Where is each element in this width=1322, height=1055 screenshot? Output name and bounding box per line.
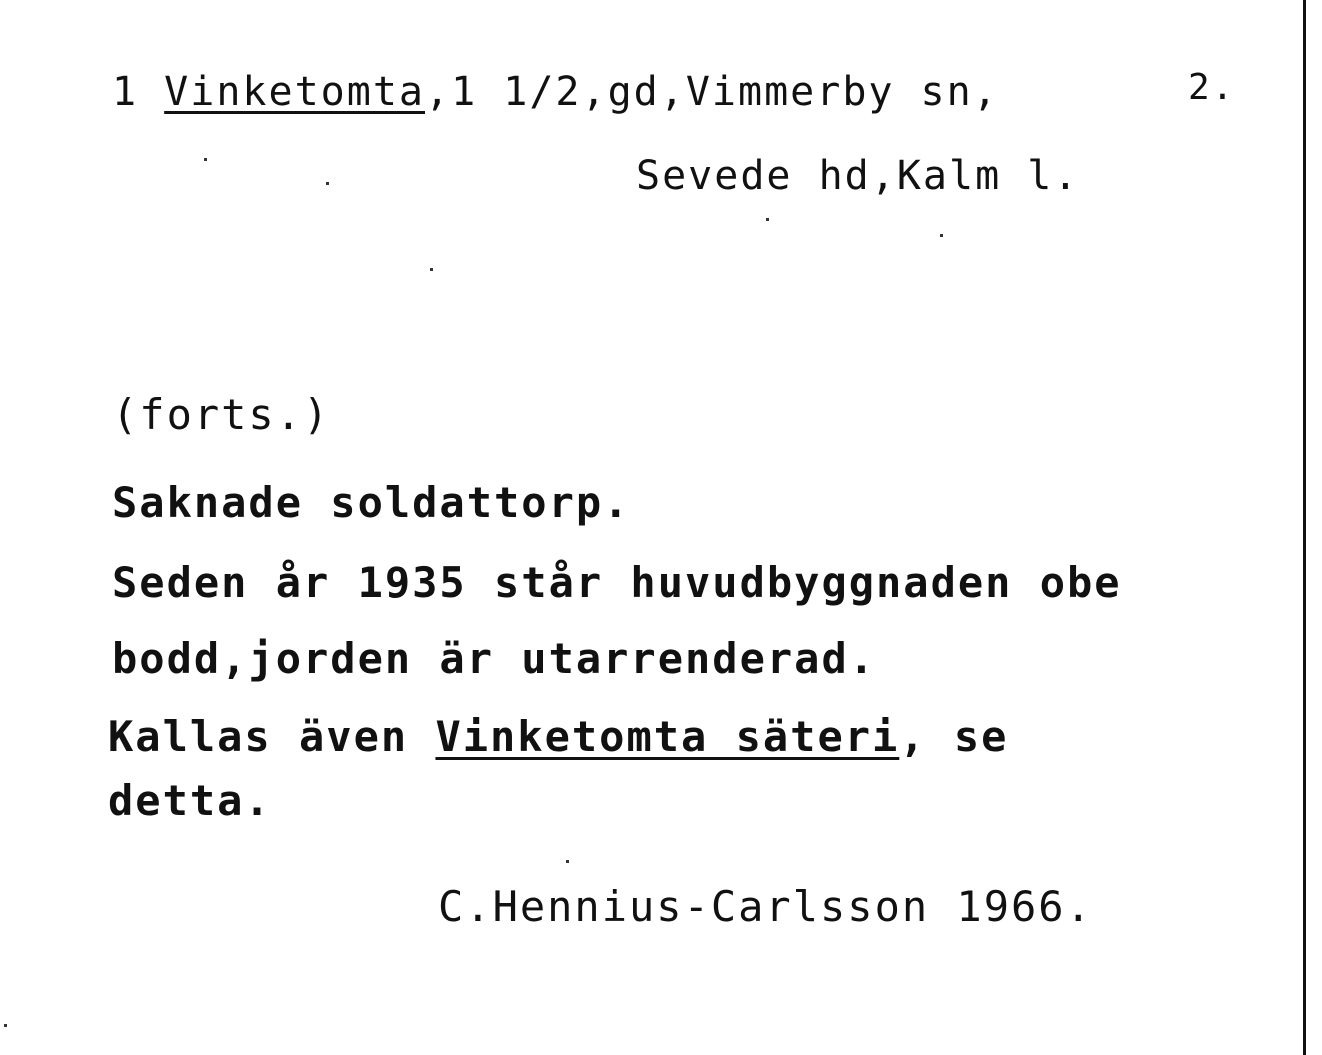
scan-speck xyxy=(204,158,207,161)
body-line-1: Saknade soldattorp. xyxy=(112,478,631,527)
scan-speck xyxy=(766,218,769,221)
header-details: ,1 1/2,gd,Vimmerby sn, xyxy=(425,69,999,115)
body-line-3: bodd,jorden är utarrenderad. xyxy=(112,634,877,683)
scan-speck xyxy=(940,234,943,237)
page-number: 2. xyxy=(1188,67,1236,108)
scan-speck xyxy=(326,182,329,185)
scan-speck xyxy=(430,268,433,271)
scan-speck xyxy=(566,860,569,863)
signature: C.Hennius-Carlsson 1966. xyxy=(438,882,1093,931)
place-name: Vinketomta xyxy=(164,69,425,115)
card-edge-line xyxy=(1303,0,1306,1055)
entry-number: 1 xyxy=(112,69,165,115)
header-line-2: Sevede hd,Kalm l. xyxy=(636,153,1080,199)
body-line-5: detta. xyxy=(108,776,272,825)
body-line-4-suffix: , se xyxy=(899,712,1009,761)
body-line-4 xyxy=(108,712,1009,761)
scan-speck xyxy=(4,1024,7,1027)
header-line-1 xyxy=(112,69,999,115)
body-line-4-prefix: Kallas även xyxy=(108,712,436,761)
continued-label: (forts.) xyxy=(112,390,331,439)
body-line-2: Seden år 1935 står huvudbyggnaden obe xyxy=(112,558,1122,607)
cross-reference: Vinketomta säteri xyxy=(435,712,900,761)
